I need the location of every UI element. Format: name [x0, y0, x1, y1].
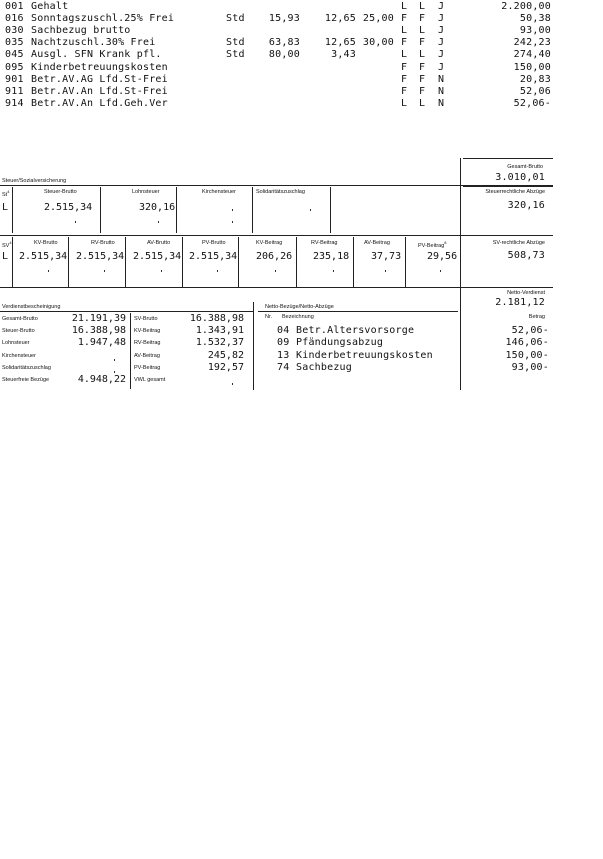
certificate-label: KV-Beitrag	[134, 328, 161, 335]
item-flag-sv: F	[419, 85, 426, 97]
netdeduction-nr: 09	[277, 337, 290, 349]
sv-col-div	[238, 237, 239, 287]
certificate-value: 1.532,37	[195, 337, 244, 349]
item-flag-gb: J	[438, 25, 445, 37]
sv-label: $SV^4$	[2, 240, 12, 249]
certificate-label: Steuerfreie Bezüge	[2, 377, 50, 383]
item-amount: 242,23	[513, 37, 551, 49]
dot	[114, 359, 115, 361]
netdeduction-nr: 04	[277, 325, 290, 336]
item-amount: 150,00	[513, 61, 551, 73]
item-flag-gb: J	[438, 49, 445, 61]
item-flag-tax: F	[401, 61, 408, 73]
item-rate: 3,43	[331, 49, 356, 61]
tax-right-label: Steuerrechtliche Abzüge	[485, 189, 545, 195]
dot	[310, 209, 311, 211]
item-flag-sv: L	[419, 97, 426, 109]
certificate-value: 16.388,98	[71, 325, 126, 337]
item-flag-gb: N	[438, 73, 445, 85]
dot	[158, 221, 159, 223]
item-flag-tax: F	[401, 85, 408, 97]
sv-pv-value: 2.515,34	[189, 251, 238, 262]
item-percent: 25,00	[362, 13, 394, 25]
item-description: Gehalt	[31, 1, 69, 12]
sv-col-div	[182, 237, 183, 287]
sv-header-pv: PV-Brutto	[202, 240, 226, 246]
st-label: St$^4$	[2, 189, 10, 198]
item-quantity: 80,00	[268, 49, 300, 61]
item-flag-gb: J	[438, 1, 445, 12]
item-description: Sachbezug brutto	[31, 25, 131, 37]
certificate-value: 4.948,22	[77, 374, 126, 385]
certificate-value: 1.947,48	[77, 337, 126, 349]
dot	[75, 221, 76, 223]
sv-col-div	[353, 237, 354, 287]
certificate-label: Lohnsteuer	[2, 340, 30, 347]
sv-avb-value: 37,73	[371, 251, 402, 262]
dot	[217, 270, 218, 272]
sv-col-div	[68, 237, 69, 287]
sv-header-av: AV-Brutto	[147, 240, 171, 246]
item-amount: 274,40	[513, 49, 551, 61]
dot	[232, 383, 233, 385]
certificate-value: 1.343,91	[195, 325, 244, 337]
netdeduction-amount: 52,06-	[511, 325, 549, 336]
sv-header-rvb: RV-Beitrag	[311, 240, 338, 246]
netdeduction-nr: 74	[277, 361, 290, 373]
item-description: Ausgl. SFN Krank pfl.	[31, 49, 162, 61]
certificate-value: 192,57	[207, 361, 244, 373]
item-flag-gb: J	[438, 61, 445, 73]
sv-header-avb: AV-Beitrag	[364, 240, 390, 246]
certificate-right-border	[253, 302, 254, 390]
item-rate: 12,65	[324, 37, 356, 49]
item-description: Betr.AV.An Lfd.Geh.Ver	[31, 97, 168, 109]
item-unit: Std	[226, 49, 245, 61]
sv-header-kv: KV-Brutto	[34, 240, 58, 246]
item-unit: Std	[226, 13, 245, 25]
sv-class: L	[2, 251, 9, 262]
item-code: 035	[5, 37, 24, 49]
item-flag-tax: F	[401, 73, 408, 85]
tax-col-div-3	[176, 187, 177, 233]
sv-kv-value: 2.515,34	[19, 251, 68, 262]
sv-col-div	[405, 237, 406, 287]
sv-av-value: 2.515,34	[133, 251, 182, 262]
item-flag-sv: L	[419, 1, 426, 12]
tax-col-div-5	[330, 187, 331, 233]
certificate-value: 16.388,98	[189, 313, 244, 324]
item-quantity: 63,83	[268, 37, 300, 49]
item-flag-tax: F	[401, 37, 408, 49]
item-flag-tax: L	[401, 49, 408, 61]
dot	[114, 371, 115, 373]
certificate-value: 21.191,39	[71, 313, 126, 324]
netdeduction-description: Kinderbetreuungskosten	[296, 349, 433, 361]
net-section-line	[0, 287, 553, 288]
netdeduction-amount: 93,00-	[511, 361, 549, 373]
item-flag-sv: F	[419, 37, 426, 49]
item-flag-gb: J	[438, 37, 445, 49]
item-flag-sv: F	[419, 73, 426, 85]
netdeductions-title: Netto-Bezüge/Netto-Abzüge	[265, 304, 334, 310]
certificate-col-div	[130, 313, 131, 389]
sv-right-label: SV-rechtliche Abzüge	[492, 240, 545, 246]
certificate-value: 245,82	[207, 349, 244, 361]
item-quantity: 15,93	[268, 13, 300, 25]
dot	[104, 270, 105, 272]
dot	[232, 221, 233, 223]
netdeduction-amount: 150,00-	[505, 349, 549, 361]
item-amount: 20,83	[519, 73, 551, 85]
item-description: Nachtzuschl.30% Frei	[31, 37, 156, 49]
sv-col-div	[125, 237, 126, 287]
item-description: Kinderbetreuungskosten	[31, 61, 168, 73]
certificate-label: SV-Brutto	[134, 316, 158, 322]
item-code: 901	[5, 73, 24, 85]
item-flag-sv: F	[419, 13, 426, 25]
item-flag-gb: N	[438, 85, 445, 97]
sv-right-value: 508,73	[507, 250, 545, 261]
certificate-label: AV-Beitrag	[134, 352, 160, 359]
certificate-label: VWL gesamt	[134, 377, 166, 383]
item-code: 016	[5, 13, 24, 25]
certificate-title: Verdienstbescheinigung	[2, 304, 61, 310]
netdeduction-description: Betr.Altersvorsorge	[296, 325, 415, 336]
tax-header-kirchen: Kirchensteuer	[202, 189, 236, 195]
item-flag-tax: F	[401, 13, 408, 25]
netdeductions-col-desc: Bezeichnung	[282, 314, 314, 320]
item-flag-sv: F	[419, 61, 426, 73]
item-unit: Std	[226, 37, 245, 49]
item-amount: 93,00	[519, 25, 551, 37]
tax-col-div-1	[12, 187, 13, 233]
dot	[440, 270, 441, 272]
item-amount: 2.200,00	[501, 1, 551, 12]
net-label: Netto-Verdienst	[507, 290, 545, 296]
item-rate: 12,65	[324, 13, 356, 25]
item-amount: 52,06	[519, 85, 551, 97]
dot	[333, 270, 334, 272]
item-percent: 30,00	[362, 37, 394, 49]
tax-section-label: Steuer/Sozialversicherung	[2, 178, 67, 184]
sv-header-pvb: PV-Beitrag$^8$	[418, 240, 447, 249]
item-code: 030	[5, 25, 24, 37]
dot	[161, 270, 162, 272]
sv-pvb-value: 29,56	[427, 251, 458, 262]
item-flag-gb: N	[438, 97, 445, 109]
netdeduction-amount: 146,06-	[505, 337, 549, 349]
tax-right-topline	[463, 186, 553, 187]
sv-col-div	[12, 237, 13, 287]
sv-header-kvb: KV-Beitrag	[256, 240, 283, 246]
item-description: Betr.AV.AG Lfd.St-Frei	[31, 73, 168, 85]
item-code: 045	[5, 49, 24, 61]
dot	[275, 270, 276, 272]
tax-header-brutto: Steuer-Brutto	[44, 189, 77, 195]
tax-col-div-2	[100, 187, 101, 233]
certificate-label: RV-Beitrag	[134, 340, 161, 347]
sv-section-line	[0, 235, 553, 236]
item-amount: 50,38	[519, 13, 551, 25]
gross-topline	[463, 158, 553, 159]
item-flag-tax: L	[401, 1, 408, 12]
tax-brutto-value: 2.515,34	[44, 202, 93, 213]
item-flag-sv: L	[419, 49, 426, 61]
sv-rv-value: 2.515,34	[76, 251, 125, 262]
item-code: 911	[5, 85, 24, 97]
gross-value: 3.010,01	[495, 172, 545, 183]
tax-header-lohn: Lohnsteuer	[132, 189, 160, 195]
dot	[48, 270, 49, 272]
right-column-divider	[460, 158, 461, 390]
tax-header-soli: Solidaritätszuschlag	[256, 189, 305, 195]
dot	[232, 209, 233, 211]
sv-header-rv: RV-Brutto	[91, 240, 115, 246]
certificate-label: Kirchensteuer	[2, 352, 36, 359]
item-amount: 52,06-	[513, 97, 551, 109]
dot	[385, 270, 386, 272]
netdeductions-line	[258, 311, 458, 312]
certificate-line	[0, 311, 253, 312]
item-flag-tax: L	[401, 97, 408, 109]
item-code: 095	[5, 61, 24, 73]
tax-lohn-value: 320,16	[139, 202, 176, 213]
tax-col-div-4	[252, 187, 253, 233]
netdeduction-description: Sachbezug	[296, 361, 352, 373]
tax-class: L	[2, 202, 9, 213]
item-flag-tax: L	[401, 25, 408, 37]
sv-kvb-value: 206,26	[256, 251, 293, 262]
tax-right-value: 320,16	[507, 200, 545, 211]
payslip-document	[0, 0, 553, 390]
certificate-label: Solidaritätszuschlag	[2, 364, 51, 371]
net-value: 2.181,12	[495, 297, 545, 308]
item-flag-sv: L	[419, 25, 426, 37]
item-code: 914	[5, 97, 24, 109]
netdeduction-description: Pfändungsabzug	[296, 337, 384, 349]
sv-rvb-value: 235,18	[313, 251, 350, 262]
gross-label: Gesamt-Brutto	[507, 164, 543, 170]
netdeductions-col-amount: Betrag	[528, 314, 545, 320]
item-code: 001	[5, 1, 24, 12]
certificate-label: Steuer-Brutto	[2, 328, 35, 335]
item-description: Betr.AV.An Lfd.St-Frei	[31, 85, 168, 97]
netdeduction-nr: 13	[277, 349, 290, 361]
item-flag-gb: J	[438, 13, 445, 25]
netdeductions-col-nr: Nr.	[265, 314, 273, 320]
certificate-label: Gesamt-Brutto	[2, 316, 38, 322]
certificate-label: PV-Beitrag	[134, 364, 161, 371]
item-description: Sonntagszuschl.25% Frei	[31, 13, 175, 25]
sv-col-div	[296, 237, 297, 287]
